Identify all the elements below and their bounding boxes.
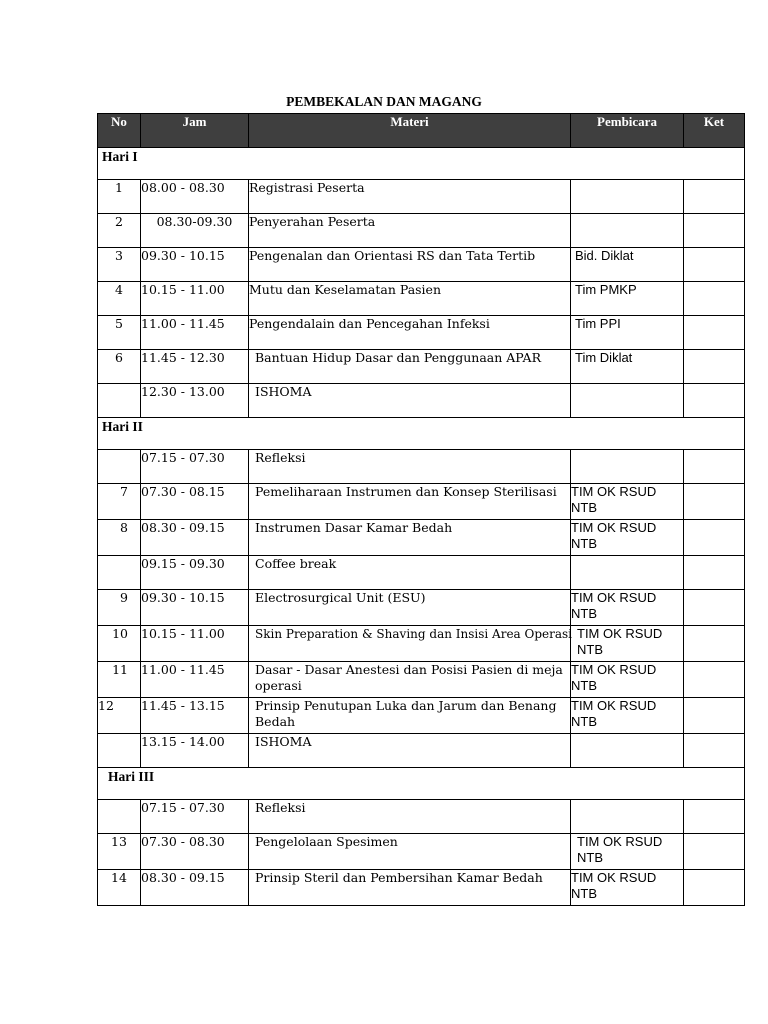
cell-jam: 09.15 - 09.30 [141, 556, 249, 590]
table-header-row [98, 114, 745, 148]
cell-no [98, 734, 141, 768]
cell-jam: 09.30 - 10.15 [141, 248, 249, 282]
cell-ket [684, 180, 745, 214]
cell-no [98, 800, 141, 834]
cell-no: 5 [98, 316, 141, 350]
header-ket: Ket [684, 114, 745, 148]
table-row [98, 282, 745, 316]
cell-materi: ISHOMA [249, 734, 571, 768]
cell-ket [684, 734, 745, 768]
table-row [98, 834, 745, 870]
cell-pembicara [571, 450, 684, 484]
cell-ket [684, 698, 745, 734]
cell-jam: 10.15 - 11.00 [141, 282, 249, 316]
cell-pembicara: TIM OK RSUD NTB [571, 698, 684, 734]
cell-ket [684, 662, 745, 698]
table-row [98, 350, 745, 384]
cell-pembicara: Tim Diklat [571, 350, 684, 384]
cell-pembicara: TIM OK RSUD NTB [571, 662, 684, 698]
cell-materi: Instrumen Dasar Kamar Bedah [249, 520, 571, 556]
cell-materi: Skin Preparation & Shaving dan Insisi Area Operasi [249, 626, 571, 662]
cell-no: 8 [98, 520, 141, 556]
table-row [98, 316, 745, 350]
cell-ket [684, 450, 745, 484]
cell-jam: 07.15 - 07.30 [141, 800, 249, 834]
cell-no: 7 [98, 484, 141, 520]
header-materi: Materi [249, 114, 571, 148]
cell-materi: Registrasi Peserta [249, 180, 571, 214]
cell-materi: Pengelolaan Spesimen [249, 834, 571, 870]
table-row [98, 484, 745, 520]
table-row [98, 590, 745, 626]
cell-jam: 09.30 - 10.15 [141, 590, 249, 626]
cell-pembicara: TIM OK RSUD NTB [571, 590, 684, 626]
cell-no: 1 [98, 180, 141, 214]
document-title: PEMBEKALAN DAN MAGANG [286, 94, 482, 109]
cell-jam: 13.15 - 14.00 [141, 734, 249, 768]
cell-no: 12 [98, 698, 141, 734]
table-row [98, 214, 745, 248]
cell-jam: 08.00 - 08.30 [141, 180, 249, 214]
cell-jam: 11.00 - 11.45 [141, 662, 249, 698]
cell-ket [684, 870, 745, 906]
cell-jam: 08.30 - 09.15 [141, 870, 249, 906]
table-row [98, 180, 745, 214]
cell-jam: 08.30 - 09.15 [141, 520, 249, 556]
cell-materi: Bantuan Hidup Dasar dan Penggunaan APAR [249, 350, 571, 384]
cell-no: 11 [98, 662, 141, 698]
cell-pembicara: TIM OK RSUD NTB [571, 870, 684, 906]
cell-ket [684, 484, 745, 520]
cell-no: 2 [98, 214, 141, 248]
cell-pembicara [571, 384, 684, 418]
cell-pembicara: TIM OK RSUD NTB [571, 484, 684, 520]
cell-materi: Pengenalan dan Orientasi RS dan Tata Tertib [249, 248, 571, 282]
cell-jam: 07.15 - 07.30 [141, 450, 249, 484]
cell-jam: 11.45 - 12.30 [141, 350, 249, 384]
day-label: Hari I [98, 148, 745, 180]
table-row [98, 800, 745, 834]
cell-ket [684, 834, 745, 870]
cell-jam: 11.45 - 13.15 [141, 698, 249, 734]
header-no: No [98, 114, 141, 148]
cell-ket [684, 590, 745, 626]
cell-materi: Pengendalain dan Pencegahan Infeksi [249, 316, 571, 350]
cell-jam: 07.30 - 08.15 [141, 484, 249, 520]
cell-materi: Coffee break [249, 556, 571, 590]
cell-jam: 11.00 - 11.45 [141, 316, 249, 350]
cell-no [98, 556, 141, 590]
cell-no [98, 384, 141, 418]
table-row [98, 698, 745, 734]
cell-pembicara [571, 800, 684, 834]
cell-pembicara: Tim PMKP [571, 282, 684, 316]
cell-pembicara: Tim PPI [571, 316, 684, 350]
cell-ket [684, 350, 745, 384]
cell-materi: Electrosurgical Unit (ESU) [249, 590, 571, 626]
cell-materi: ISHOMA [249, 384, 571, 418]
cell-pembicara [571, 556, 684, 590]
day-row-hari-3 [98, 768, 745, 800]
table-row [98, 662, 745, 698]
day-row-hari-2 [98, 418, 745, 450]
cell-no: 6 [98, 350, 141, 384]
cell-ket [684, 316, 745, 350]
cell-ket [684, 214, 745, 248]
cell-pembicara: Bid. Diklat [571, 248, 684, 282]
cell-pembicara [571, 180, 684, 214]
cell-ket [684, 282, 745, 316]
cell-ket [684, 800, 745, 834]
cell-pembicara [571, 734, 684, 768]
cell-materi: Penyerahan Peserta [249, 214, 571, 248]
schedule-table [97, 113, 745, 906]
cell-materi: Refleksi [249, 800, 571, 834]
day-row-hari-1 [98, 148, 745, 180]
cell-jam: 08.30-09.30 [141, 214, 249, 248]
table-row [98, 734, 745, 768]
cell-pembicara: TIM OK RSUD NTB [571, 520, 684, 556]
cell-materi: Prinsip Penutupan Luka dan Jarum dan Benang Bedah [249, 698, 571, 734]
cell-jam: 10.15 - 11.00 [141, 626, 249, 662]
table-row [98, 384, 745, 418]
table-row [98, 450, 745, 484]
table-row [98, 520, 745, 556]
cell-pembicara [571, 214, 684, 248]
cell-ket [684, 248, 745, 282]
cell-no: 3 [98, 248, 141, 282]
cell-pembicara: TIM OK RSUD NTB [571, 834, 684, 870]
cell-materi: Prinsip Steril dan Pembersihan Kamar Bedah [249, 870, 571, 906]
table-row [98, 248, 745, 282]
cell-materi: Mutu dan Keselamatan Pasien [249, 282, 571, 316]
table-row [98, 626, 745, 662]
cell-ket [684, 626, 745, 662]
cell-no: 9 [98, 590, 141, 626]
cell-jam: 12.30 - 13.00 [141, 384, 249, 418]
day-label: Hari III [98, 768, 745, 800]
cell-pembicara: TIM OK RSUD NTB [571, 626, 684, 662]
cell-no: 4 [98, 282, 141, 316]
cell-no: 14 [98, 870, 141, 906]
cell-no: 10 [98, 626, 141, 662]
day-label: Hari II [98, 418, 745, 450]
cell-ket [684, 556, 745, 590]
cell-ket [684, 520, 745, 556]
cell-no: 13 [98, 834, 141, 870]
table-row [98, 556, 745, 590]
table-row [98, 870, 745, 906]
cell-jam: 07.30 - 08.30 [141, 834, 249, 870]
cell-ket [684, 384, 745, 418]
cell-materi: Pemeliharaan Instrumen dan Konsep Sterilisasi [249, 484, 571, 520]
header-jam: Jam [141, 114, 249, 148]
cell-no [98, 450, 141, 484]
header-pembicara: Pembicara [571, 114, 684, 148]
cell-materi: Refleksi [249, 450, 571, 484]
cell-materi: Dasar - Dasar Anestesi dan Posisi Pasien di meja operasi [249, 662, 571, 698]
